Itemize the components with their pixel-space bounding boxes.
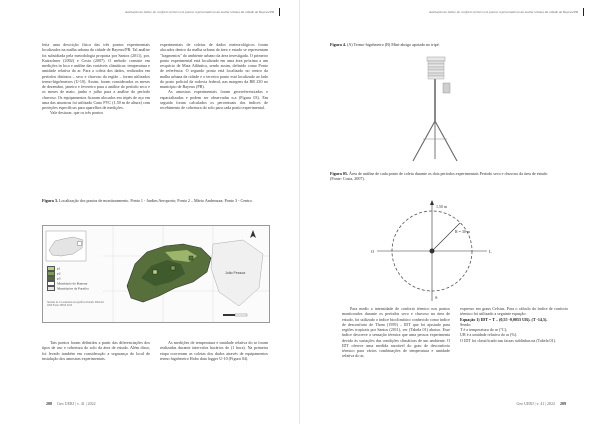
paragraph: UR é a umidade relativa do ar (%).	[460, 332, 518, 338]
figure-4-caption	[330, 42, 560, 47]
legend-label: p2	[57, 271, 61, 276]
journal-info: Geo UERJ | v. 41 | 2022	[516, 401, 555, 406]
north-arrow	[250, 230, 256, 238]
paragraph: O IDT foi classificado nas faixas sublinhas na (Tabela 01).	[460, 337, 557, 343]
left-text-column-1	[42, 42, 150, 116]
mini-shelter	[427, 57, 445, 79]
figure-5-text: Área de análise de cada ponto de coleta durante os dois períodos experimentais Período seco e chuvoso da área de estudo (Fonte: Costa, 2007).	[330, 171, 548, 182]
paragraph: As amostras experimentais foram georreferenciadas e espacializadas e podem ser observadas n.a (Figura 03). Em seguida foram calculados os percentuais dos índices de recebimento de cobertura do solo para cada ponto experimental.	[160, 89, 268, 110]
tripod-photo	[395, 53, 475, 163]
page-number: 208	[46, 401, 52, 406]
data-logger	[443, 83, 450, 93]
diagram-radius-label: R = 30 m	[455, 229, 471, 234]
right-text-column-1	[342, 306, 450, 359]
analysis-area-diagram	[347, 199, 517, 303]
diagram-label-west: O	[371, 249, 375, 254]
legend-item	[47, 286, 89, 291]
legend-label: p1	[57, 266, 61, 271]
north-arrowhead	[430, 200, 434, 205]
figure-5-caption	[330, 171, 560, 181]
paragraph: Para medir a intensidade de conforto térmico nos pontos monitorados durante os períodos seco e chuvoso na área de estudo, foi utilizado o índice bioclimático conhecido como índice de desconforto de Thom (1959) – IDT que foi ajustado para regiões tropicais por Santos (2011), ver (Tabela 01) abaixo. Esse índice descreve a sensação térmica que uma pessoa experimenta devido às variações das condições climáticas de um ambiente. O IDT oferece uma medida razoável do grau de desconforto térmico para vários combinações de temperatura e umidade relativa do ar,	[342, 306, 450, 359]
left-running-head-bar	[279, 8, 281, 16]
map-point-3	[189, 256, 193, 260]
figure-4-text: (A) Termo-higrômetro (B) Mini-abrigo apoiado no tripé.	[346, 42, 440, 47]
diagram-label-south: S	[435, 295, 438, 300]
right-running-head-bar	[583, 8, 585, 16]
paragraph: feita uma descrição física das três pontos experimentais localizados na malha urbana da cidade de Bayeux/PB. Tal análise foi subsidiada pela metodologia proposta por Santos (2011), por, Katzschner (2002) e Costa (2007). O método consiste em medições in loco e análise das variáveis climáticas: temperatura e umidade relativa do ar. Para a coleta dos dados, realizados em períodos distintos – seco e chuvoso da região – foram utilizados termo-higrômetros (U-10). Assim, foram considerados os meses de dezembro, janeiro e fevereiro para a análise do período seco e os meses de maio, junho e julho para a análise do período chuvoso. Os equipamentos ficaram alocados em tripés de aço em uma das amostras foi utilizado Cano PVC (1,50 m de altura) com proteções específicas para aparelhos de medições.	[42, 42, 150, 110]
bayeux-inset-marker	[77, 241, 82, 246]
paragraph: expresso em graus Celsius. Para o cálculo do índice de conforto térmico foi utilizado a seguinte equação:	[460, 306, 568, 317]
left-bottom-column-2	[160, 340, 268, 361]
right-running-head: Avaliação do índice de conforto térmico em pontos representativos da malha urbana da cidade de Bayeux/PB	[429, 10, 578, 14]
page-number: 209	[560, 401, 566, 406]
left-bottom-column-1	[42, 340, 150, 361]
tripod-leg	[435, 121, 457, 161]
left-running-head: Avaliação do índice de conforto térmico em pontos representativos da malha urbana da cidade de Bayeux/PB	[125, 10, 274, 14]
figure-3-label: Figura 3.	[42, 198, 58, 203]
idt-equation: Equação 1) IDT = T – (0,55 -0,0055 UR). (T -14,5).	[460, 316, 548, 322]
map-point-1	[153, 270, 157, 274]
map-credit: Sistema de Coordenadas Geográficas Datum: SIRGAS 2000 Fonte: IBGE 2010	[47, 301, 104, 308]
left-text-column-2	[160, 42, 268, 110]
journal-info: Geo UERJ | v. 41 | 2022	[57, 401, 96, 406]
right-folio	[516, 401, 570, 406]
location-map-figure	[42, 225, 270, 323]
legend-swatch	[47, 286, 55, 291]
figure-4-label: Figura 4.	[330, 42, 346, 47]
figure-3-text: Localização dos pontos de monitoramento. Ponto 1 - Jardim Aeroporto; Ponto 2 – Mário Andreazza; Ponto 3 - Centro.	[58, 198, 253, 203]
paragraph: experimentais de coletas de dados meteorológicos foram alocados dentro da malha urbana da área e estado se representam "fragmentos" do ambiente urbano da área investigada. O primeiro ponto experimental está localizado em uma área próxima a um resquício de Mata Atlântica, sendo assim, definido como Ponto de referência. O segundo ponto está localizado no centro da malha urbana da cidade e o terceiro ponto está localizado ao lado do posto policial da rodovia federal, nas margens da BR 230 no município de Bayeux (PB).	[160, 42, 268, 89]
map-legend	[47, 266, 89, 291]
map-point-2	[171, 266, 175, 270]
legend-label: p3	[57, 276, 61, 281]
radius-line	[432, 223, 460, 251]
right-text-column-2	[460, 306, 568, 343]
paragraph: Vale destacar, que os três pontos	[50, 110, 104, 116]
left-folio	[42, 401, 96, 406]
diagram-label-east: L	[489, 249, 492, 254]
city-label: João Pessoa	[225, 271, 246, 275]
paragraph: As medições de temperatura e umidade relativa do ar foram realizadas durante intervalos horários de (1 hora). Na primeira etapa ocorreram as coletas dos dados através de equipamentos termo higrômetro Hobo data logger U-10 (Figura 04).	[160, 340, 268, 361]
paragraph: Tais pontos foram definidos a partir das diferenciações dos tipos de uso e cobertura do solo da área de estudo. Além disso, foi levado também em consideração a segurança do local de instalação dos amostras experimentais.	[42, 340, 150, 361]
tripod-leg	[413, 121, 435, 161]
diagram-label-top: 1,50 m	[436, 204, 448, 209]
legend-label: Municípios da Paraíba	[57, 286, 89, 291]
paragraph: Sendo:	[460, 321, 472, 327]
figure-3-caption	[42, 198, 268, 203]
legend-label: Município de Bayeux	[57, 281, 88, 286]
paragraph: T é a temperatura do ar (°C);	[460, 327, 508, 332]
scale-bar	[223, 314, 247, 316]
figure-5-label: Figura 05.	[330, 171, 348, 176]
